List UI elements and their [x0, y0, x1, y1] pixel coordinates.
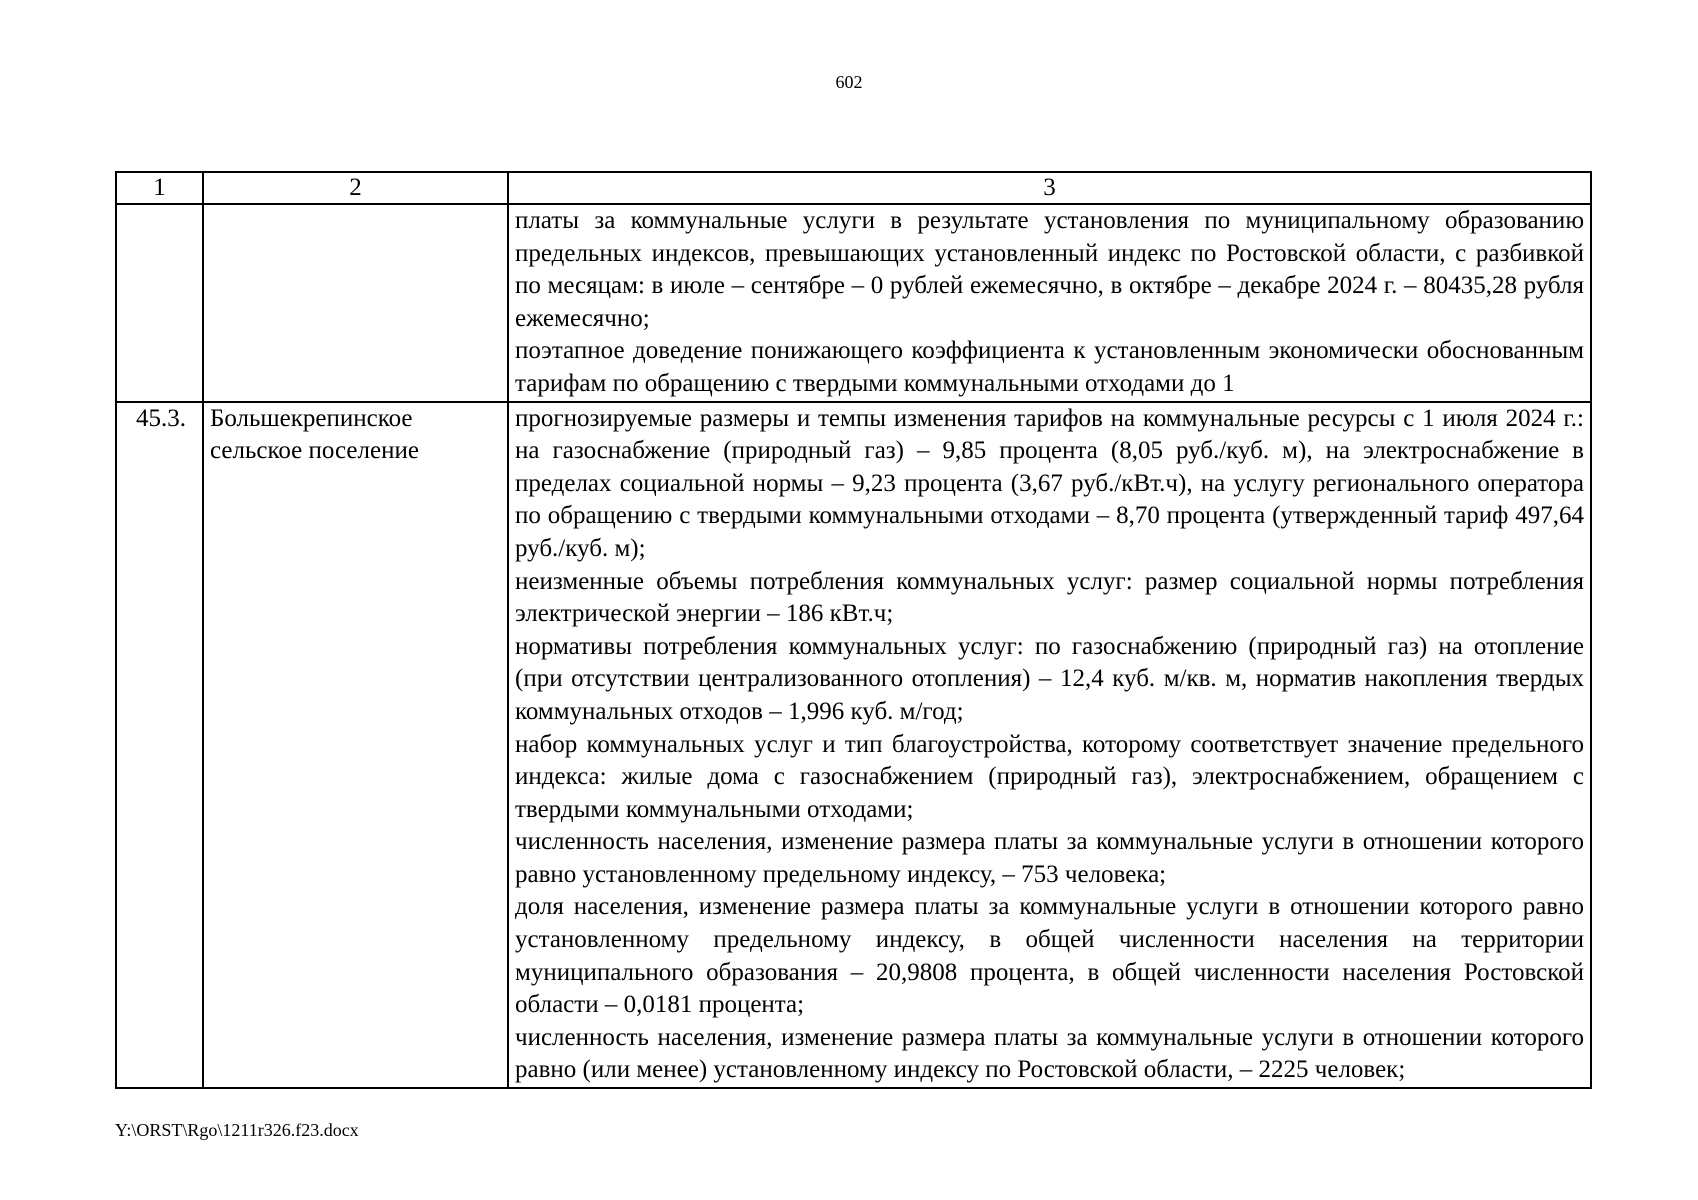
- table-row-continuation: [116, 204, 1591, 402]
- paragraph: доля населения, изменение размера платы за коммунальные услуги в отношении которого равно установленному предельному индексу, в общей численности населения на территории муниципального образования – 20,9808 процента, в общей численности населения Ростовской области – 0,0181 процента;: [515, 893, 1584, 1019]
- paragraph: поэтапное доведение понижающего коэффициента к установленным экономически обоснованным тарифам по обращению с твердыми коммунальными отходами до 1: [515, 337, 1584, 397]
- paragraph: численность населения, изменение размера платы за коммунальные услуги в отношении которого равно установленному предельному индексу, – 753 человека;: [515, 828, 1584, 888]
- settlement-name-cell: Большекрепинское сельское поселение: [203, 402, 508, 1088]
- row-number-cell: [116, 204, 203, 402]
- header-col-1: 1: [116, 172, 203, 204]
- paragraph: набор коммунальных услуг и тип благоустройства, которому соответствует значение предельного индекса: жилые дома с газоснабжением (природный газ), электроснабжением, обращением с твердыми коммунальными отходами;: [515, 730, 1584, 823]
- description-cell: [508, 204, 1591, 402]
- description-cell: [508, 402, 1591, 1088]
- paragraph: численность населения, изменение размера платы за коммунальные услуги в отношении которого равно (или менее) установленному индексу по Ростовской области, – 2225 человек;: [515, 1023, 1584, 1084]
- paragraph: неизменные объемы потребления коммунальных услуг: размер социальной нормы потребления электрической энергии – 186 кВт.ч;: [515, 567, 1584, 628]
- paragraph: платы за коммунальные услуги в результате установления по муниципальному образованию предельных индексов, превышающих установленный индекс по Ростовской области, с разбивкой по месяцам: в июле – сентябре – 0 рублей ежемесячно, в октябре – декабре 2024 г. – 80435,28 рубля ежемесячно;: [515, 207, 1584, 332]
- table-row-45-3: [116, 402, 1591, 1088]
- document-table: [115, 171, 1592, 1089]
- page-number: 602: [835, 72, 863, 92]
- row-number-cell: 45.3.: [116, 402, 203, 1088]
- footer-file-path: Y:\ORST\Rgo\1211r326.f23.docx: [115, 1120, 359, 1140]
- header-col-2: 2: [203, 172, 508, 204]
- table-header-row: [116, 172, 1591, 204]
- paragraph: прогнозируемые размеры и темпы изменения тарифов на коммунальные ресурсы с 1 июля 2024 г.: на газоснабжение (природный газ) – 9,85 процента (8,05 руб./куб. м), на электроснабжение в пределах социальной нормы – 9,23 процента (3,67 руб./кВт.ч), на услугу регионального оператора по обращению с твердыми коммунальными отходами – 8,70 процента (утвержденный тариф 497,64 руб./куб. м);: [515, 404, 1584, 562]
- paragraph: нормативы потребления коммунальных услуг: по газоснабжению (природный газ) на отопление (при отсутствии централизованного отопления) – 12,4 куб. м/кв. м, норматив накопления твердых коммунальных отходов – 1,996 куб. м/год;: [515, 632, 1584, 725]
- header-col-3: 3: [508, 172, 1591, 204]
- settlement-name-cell: [203, 204, 508, 402]
